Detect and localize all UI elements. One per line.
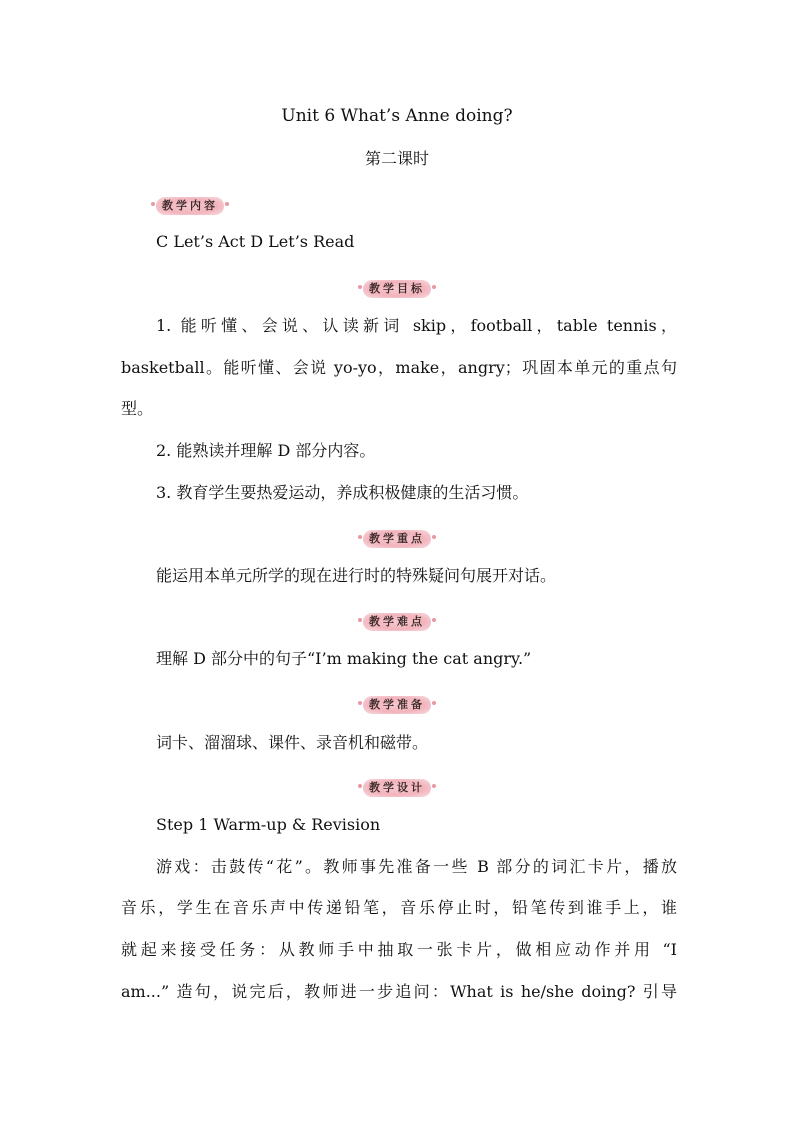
design-paragraph-line-3: 就起来接受任务：从教师手中抽取一张卡片，做相应动作并用 “I xyxy=(121,940,677,959)
section-badge-row xyxy=(0,277,794,297)
section-badge-row xyxy=(0,693,794,713)
design-paragraph-line-4: am...” 造句，说完后，教师进一步追问：What is he/she doing? 引导 xyxy=(121,982,677,1001)
goal-2: 2. 能熟读并理解 D 部分内容。 xyxy=(156,441,376,460)
page-title: Unit 6 What’s Anne doing? xyxy=(281,106,513,126)
section-badge-content: 教学内容 xyxy=(156,197,224,215)
section-badge-design: 教学设计 xyxy=(363,779,431,797)
step-1-heading: Step 1 Warm-up & Revision xyxy=(156,815,381,834)
content-text: C Let’s Act D Let’s Read xyxy=(156,232,355,251)
section-badge-preparation: 教学准备 xyxy=(363,696,431,714)
page-subtitle: 第二课时 xyxy=(364,149,429,168)
section-badge-goals: 教学目标 xyxy=(363,280,431,298)
section-badge-row xyxy=(0,776,794,796)
preparation-text: 词卡、溜溜球、课件、录音机和磁带。 xyxy=(156,733,429,752)
goal-3: 3. 教育学生要热爱运动，养成积极健康的生活习惯。 xyxy=(156,483,529,502)
design-paragraph-line-2: 音乐，学生在音乐声中传递铅笔，音乐停止时，铅笔传到谁手上，谁 xyxy=(121,898,677,917)
design-paragraph-line-1: 游戏：击鼓传“花”。教师事先准备一些 B 部分的词汇卡片，播放 xyxy=(156,857,677,876)
section-badge-row xyxy=(0,610,794,630)
section-badge-row xyxy=(156,194,224,214)
section-badge-difficulties: 教学难点 xyxy=(363,613,431,631)
section-badge-row xyxy=(0,527,794,547)
section-badge-key-points: 教学重点 xyxy=(363,530,431,548)
key-points-text: 能运用本单元所学的现在进行时的特殊疑问句展开对话。 xyxy=(156,566,557,585)
goal-1-line-2: basketball。能听懂、会说 yo-yo，make，angry；巩固本单元的重点句 xyxy=(121,358,677,377)
goal-1-line-1: 1. 能听懂、会说、认读新词 skip，football，table tennis， xyxy=(156,316,677,335)
goal-1-line-3: 型。 xyxy=(121,399,154,418)
difficulties-text: 理解 D 部分中的句子“I’m making the cat angry.” xyxy=(156,649,532,668)
